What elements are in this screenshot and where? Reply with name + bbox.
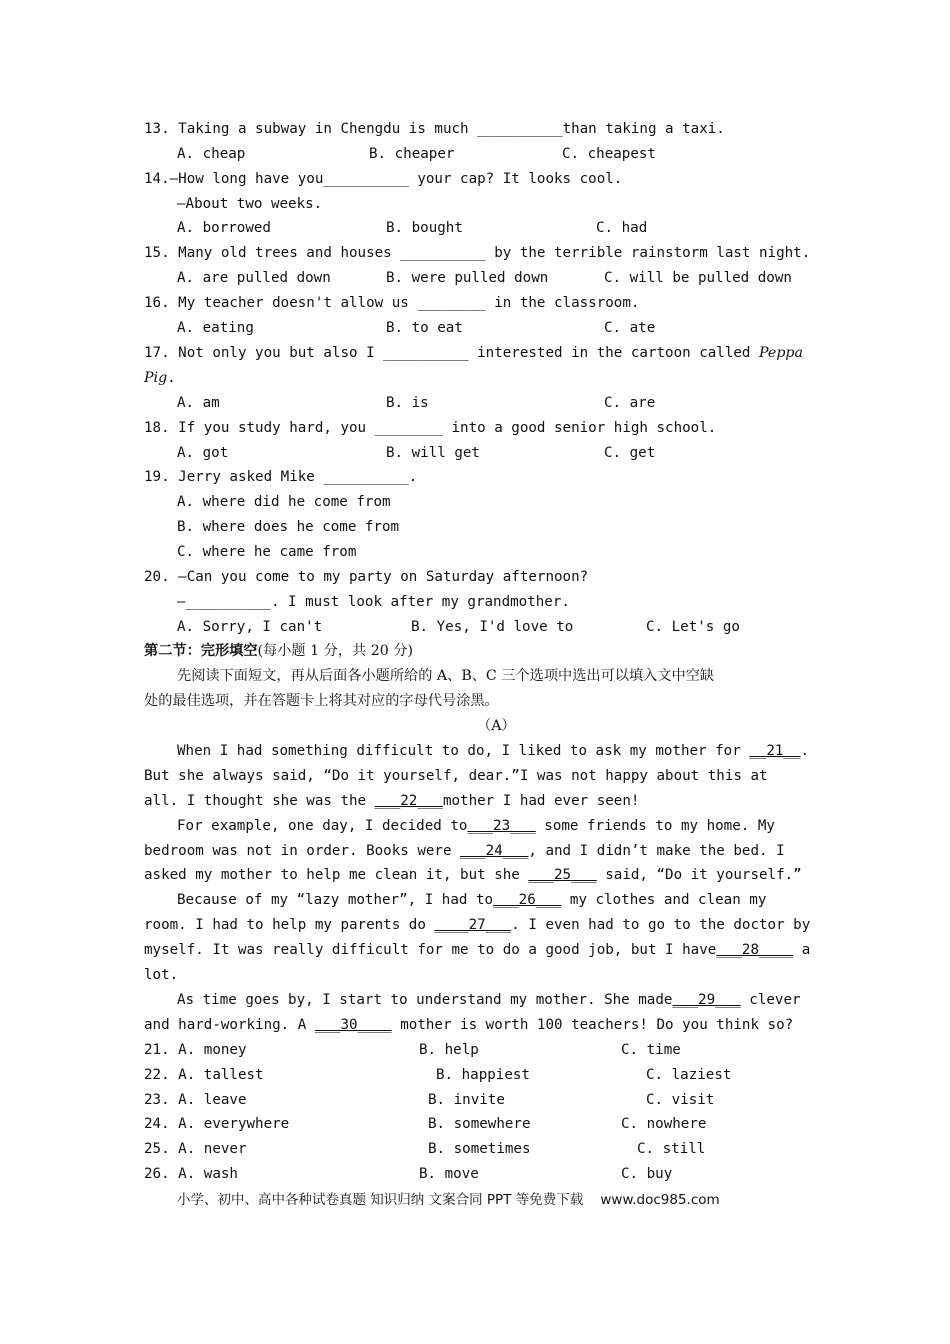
passage-line — [177, 890, 766, 910]
passage-text: Because of my “lazy mother”, I had to — [177, 892, 494, 908]
cartoon-title-cont: Pig — [144, 370, 168, 386]
question-13 — [144, 119, 725, 139]
option-b: B. sometimes — [428, 1141, 531, 1157]
page-footer: 小学、初中、高中各种试卷真题 知识归纳 文案合同 PPT 等免费下载 www.doc985.com — [177, 1192, 720, 1208]
passage-line — [144, 841, 785, 861]
passage-text: As time goes by, I start to understand my mother. She made — [177, 992, 673, 1008]
option-number: 23. — [144, 1092, 170, 1108]
question-17-cont — [144, 368, 176, 388]
question-text: My teacher doesn't allow us ________ in the classroom. — [178, 295, 640, 311]
passage-text: a — [793, 942, 811, 958]
question-text: Not only you but also I __________ interested in the cartoon called — [178, 345, 760, 361]
passage-text: my clothes and clean my — [561, 892, 767, 908]
option-number: 25. — [144, 1141, 170, 1157]
section-note: (每小题 1 分，共 20 分) — [257, 643, 414, 659]
option-c: C. buy — [621, 1166, 673, 1182]
blank-24: ___24___ — [460, 843, 529, 859]
option-b: B. happiest — [436, 1067, 530, 1083]
question-text-reply: —__________. I must look after my grandmother. — [177, 594, 570, 610]
option-a: A. cheap — [177, 146, 246, 162]
passage-text: all. I thought she was the — [144, 793, 375, 809]
option-b: B. bought — [386, 220, 463, 236]
passage-text: room. I had to help my parents do — [144, 917, 435, 933]
passage-line — [144, 791, 639, 811]
question-number: 16. — [144, 295, 170, 311]
passage-text: bedroom was not in order. Books were — [144, 843, 461, 859]
option-c: C. are — [604, 395, 656, 411]
option-c: C. get — [604, 445, 656, 461]
blank-21: __21__ — [749, 743, 801, 759]
option-b: B. invite — [428, 1092, 505, 1108]
option-c: C. time — [621, 1042, 681, 1058]
passage-text: For example, one day, I decided to — [177, 818, 468, 834]
blank-28: ___28____ — [716, 942, 794, 958]
option-row-22 — [144, 1065, 264, 1085]
blank-26: ___26___ — [493, 892, 562, 908]
passage-line — [177, 816, 775, 836]
question-text: Taking a subway in Chengdu is much __________than taking a taxi. — [178, 121, 725, 137]
option-c: C. will be pulled down — [604, 270, 792, 286]
question-text: Jerry asked Mike __________. — [178, 469, 418, 485]
option-c: C. Let's go — [646, 619, 740, 635]
passage-text: some friends to my home. My — [535, 818, 775, 834]
question-number: 20. — [144, 569, 170, 585]
option-b: B. is — [386, 395, 429, 411]
option-a: A. are pulled down — [177, 270, 331, 286]
question-number: 17. — [144, 345, 170, 361]
option-row-23 — [144, 1090, 247, 1110]
blank-29: ___29___ — [672, 992, 741, 1008]
option-row-24 — [144, 1114, 289, 1134]
instructions-line-2: 处的最佳选项，并在答题卡上将其对应的字母代号涂黑。 — [144, 693, 499, 709]
question-number: 15. — [144, 245, 170, 261]
option-a: A. money — [178, 1042, 247, 1058]
passage-text: When I had something difficult to do, I liked to ask my mother for — [177, 743, 750, 759]
question-text: —Can you come to my party on Saturday afternoon? — [178, 569, 589, 585]
option-c: C. ate — [604, 320, 656, 336]
passage-text: clever — [740, 992, 801, 1008]
passage-line — [177, 741, 809, 761]
passage-text: myself. It was really difficult for me to do a good job, but I have — [144, 942, 717, 958]
option-number: 24. — [144, 1116, 170, 1132]
passage-text: mother is worth 100 teachers! Do you think so? — [391, 1017, 794, 1033]
option-a: A. borrowed — [177, 220, 271, 236]
passage-text: and hard-working. A — [144, 1017, 315, 1033]
option-b: B. Yes, I'd love to — [411, 619, 574, 635]
option-a: A. am — [177, 395, 220, 411]
option-b: B. move — [419, 1166, 479, 1182]
passage-line — [144, 865, 802, 885]
option-c: C. nowhere — [621, 1116, 707, 1132]
question-15 — [144, 243, 810, 263]
question-text: If you study hard, you ________ into a good senior high school. — [178, 420, 717, 436]
option-row-26 — [144, 1164, 238, 1184]
option-a: A. leave — [178, 1092, 247, 1108]
option-b: B. help — [419, 1042, 479, 1058]
punctuation: . — [167, 370, 176, 386]
option-a: A. where did he come from — [177, 494, 391, 510]
question-number: 18. — [144, 420, 170, 436]
passage-text: asked my mother to help me clean it, but she — [144, 867, 529, 883]
instructions-line-1: 先阅读下面短文，再从后面各小题所给的 A、B、C 三个选项中选出可以填入文中空缺 — [177, 668, 715, 684]
blank-23: ___23___ — [467, 818, 536, 834]
passage-text: mother I had ever seen! — [442, 793, 640, 809]
question-14 — [144, 169, 622, 189]
option-row-25 — [144, 1139, 247, 1159]
option-b: B. somewhere — [428, 1116, 531, 1132]
question-number: 13. — [144, 121, 170, 137]
section-heading — [144, 641, 413, 661]
passage-line — [144, 1015, 793, 1035]
option-a: A. got — [177, 445, 229, 461]
option-number: 21. — [144, 1042, 170, 1058]
passage-line — [177, 990, 801, 1010]
question-16 — [144, 293, 639, 313]
option-row-21 — [144, 1040, 247, 1060]
option-a: A. never — [178, 1141, 247, 1157]
passage-text: . — [800, 743, 810, 759]
option-c: C. where he came from — [177, 544, 357, 560]
question-number: 14. — [144, 171, 170, 187]
blank-30: ___30____ — [314, 1017, 392, 1033]
question-text: Many old trees and houses __________ by the terrible rainstorm last night. — [178, 245, 811, 261]
option-b: B. were pulled down — [386, 270, 549, 286]
option-a: A. everywhere — [178, 1116, 290, 1132]
blank-22: ___22___ — [374, 793, 443, 809]
option-b: B. to eat — [386, 320, 463, 336]
option-b: B. where does he come from — [177, 519, 400, 535]
passage-line — [144, 915, 810, 935]
passage-text: said, “Do it yourself.” — [596, 867, 802, 883]
passage-text: , and I didn’t make the bed. I — [528, 843, 785, 859]
option-c: C. laziest — [646, 1067, 732, 1083]
section-title: 第二节：完形填空 — [144, 643, 258, 659]
option-c: C. had — [596, 220, 648, 236]
blank-25: ___25___ — [528, 867, 597, 883]
question-19 — [144, 467, 417, 487]
option-a: A. Sorry, I can't — [177, 619, 323, 635]
question-number: 19. — [144, 469, 170, 485]
passage-line: But she always said, “Do it yourself, dear.”I was not happy about this at — [144, 768, 768, 784]
option-a: A. wash — [178, 1166, 238, 1182]
option-b: B. cheaper — [369, 146, 455, 162]
option-a: A. tallest — [178, 1067, 264, 1083]
question-text-reply: —About two weeks. — [177, 196, 323, 212]
blank-27: ____27___ — [434, 917, 512, 933]
option-number: 26. — [144, 1166, 170, 1182]
question-17 — [144, 343, 803, 363]
passage-line — [144, 940, 810, 960]
passage-label: （A） — [477, 718, 516, 734]
option-b: B. will get — [386, 445, 480, 461]
cartoon-title: Peppa — [759, 345, 803, 361]
passage-line: lot. — [144, 967, 179, 983]
question-text: —How long have you__________ your cap? It looks cool. — [169, 171, 623, 187]
option-a: A. eating — [177, 320, 254, 336]
option-c: C. visit — [646, 1092, 715, 1108]
question-20 — [144, 567, 588, 587]
option-number: 22. — [144, 1067, 170, 1083]
option-c: C. cheapest — [562, 146, 656, 162]
question-18 — [144, 418, 716, 438]
option-c: C. still — [637, 1141, 706, 1157]
passage-text: . I even had to go to the doctor by — [511, 917, 811, 933]
